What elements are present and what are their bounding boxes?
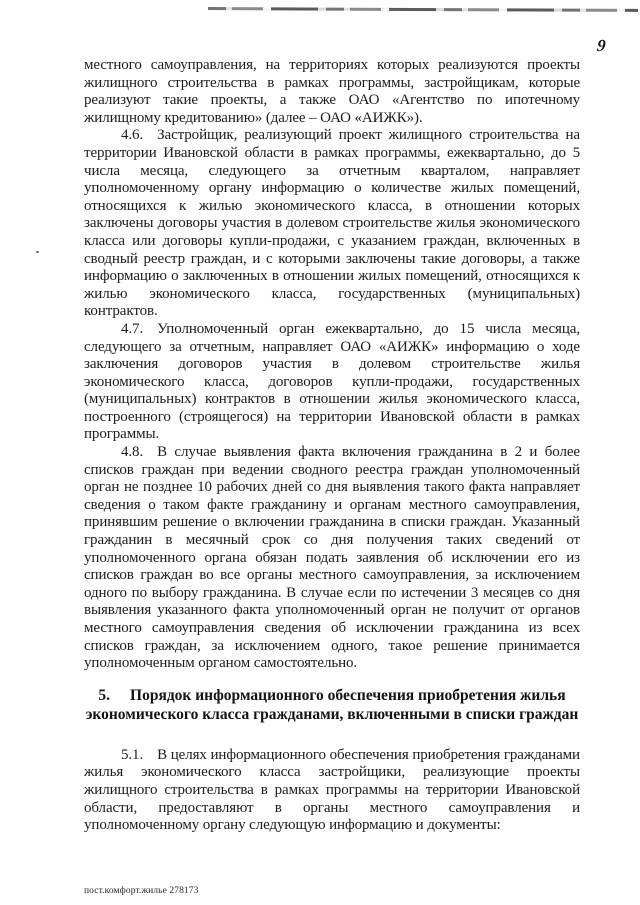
page-number: 9	[596, 36, 607, 55]
clause-4-7-number: 4.7.	[121, 320, 144, 337]
paragraph-continuation: местного самоуправления, на территориях которых реализуются проекты жилищного строительства в рамках программы, застройщикам, которые реализуют такие проекты, а также ОАО «Агентство по ипотечному жилищному кредитованию» (далее – ОАО «АИЖК»).	[84, 57, 580, 126]
clause-4-6-text: Застройщик, реализующий проект жилищного строительства на территории Ивановской области в рамках программы, ежеквартально, до 5 числа месяца, следующего за отчетным кварталом, направляет уполномоченному органу информацию о количестве жилых помещений, относящихся к жилью экономического класса, в отношении которых заключены договоры участия в долевом строительстве жилья экономического класса или договоры купли-продажи, с указанием граждан, включенных в сводный реестр граждан, и с которыми заключены такие договоры, а также информацию о заключенных в отношении жилых помещений, относящихся к жилью экономического класса, государственных (муниципальных) контрактов.	[84, 127, 580, 320]
clause-5-1-number: 5.1.	[121, 746, 144, 763]
scan-artifact-line	[208, 7, 638, 12]
clause-4-6	[84, 127, 580, 321]
footer-stamp: пост.комфорт.жилье 278173	[84, 886, 199, 896]
clause-4-7-text: Уполномоченный орган ежеквартально, до 15 числа месяца, следующего за отчетным, направляет ОАО «АИЖК» информацию о ходе заключения договоров участия в долевом строительстве жилья экономического класса, договоров купли-продажи, государственных (муниципальных) контрактов в отношении жилья экономического класса, построенного (строящегося) на территории Ивановской области в рамках программы.	[84, 320, 580, 443]
section-5-heading	[84, 686, 580, 724]
clause-5-1	[84, 747, 580, 835]
clause-4-8-number: 4.8.	[121, 444, 144, 461]
clause-4-8	[84, 444, 580, 673]
clause-4-6-number: 4.6.	[121, 127, 144, 144]
section-5-number: 5.	[98, 686, 111, 704]
clause-5-1-text: В целях информационного обеспечения приобретения гражданами жилья экономического класса застройщики, реализующие проекты жилищного строительства в рамках программы на территории Ивановской области, предоставляют в органы местного самоуправления и уполномоченному органу следующую информацию и документы:	[84, 746, 580, 834]
clause-4-7	[84, 321, 580, 444]
document-content	[84, 57, 580, 835]
clause-4-8-text: В случае выявления факта включения гражданина в 2 и более списков граждан при ведении сводного реестра граждан уполномоченный орган не позднее 10 рабочих дней со дня выявления такого факта направляет сведения о таком факте гражданину и органам местного самоуправления, принявшим решение о включении гражданина в списки граждан. Указанный гражданин в месячный срок со дня получения таких сведений от уполномоченного органа обязан подать заявления об исключении его из списков граждан во все органы местного самоуправления, за исключением одного по выбору гражданина. В случае если по истечении 3 месяцев со дня выявления указанного факта уполномоченный орган не получит от органов местного самоуправления сведения об исключении гражданина из всех списков граждан, за исключением одного, такое решение принимается уполномоченным органом самостоятельно.	[84, 444, 580, 672]
scan-artifact-speck	[36, 251, 39, 253]
section-5-title: Порядок информационного обеспечения приобретения жилья экономического класса гражданами, включенными в списки граждан	[85, 686, 579, 723]
